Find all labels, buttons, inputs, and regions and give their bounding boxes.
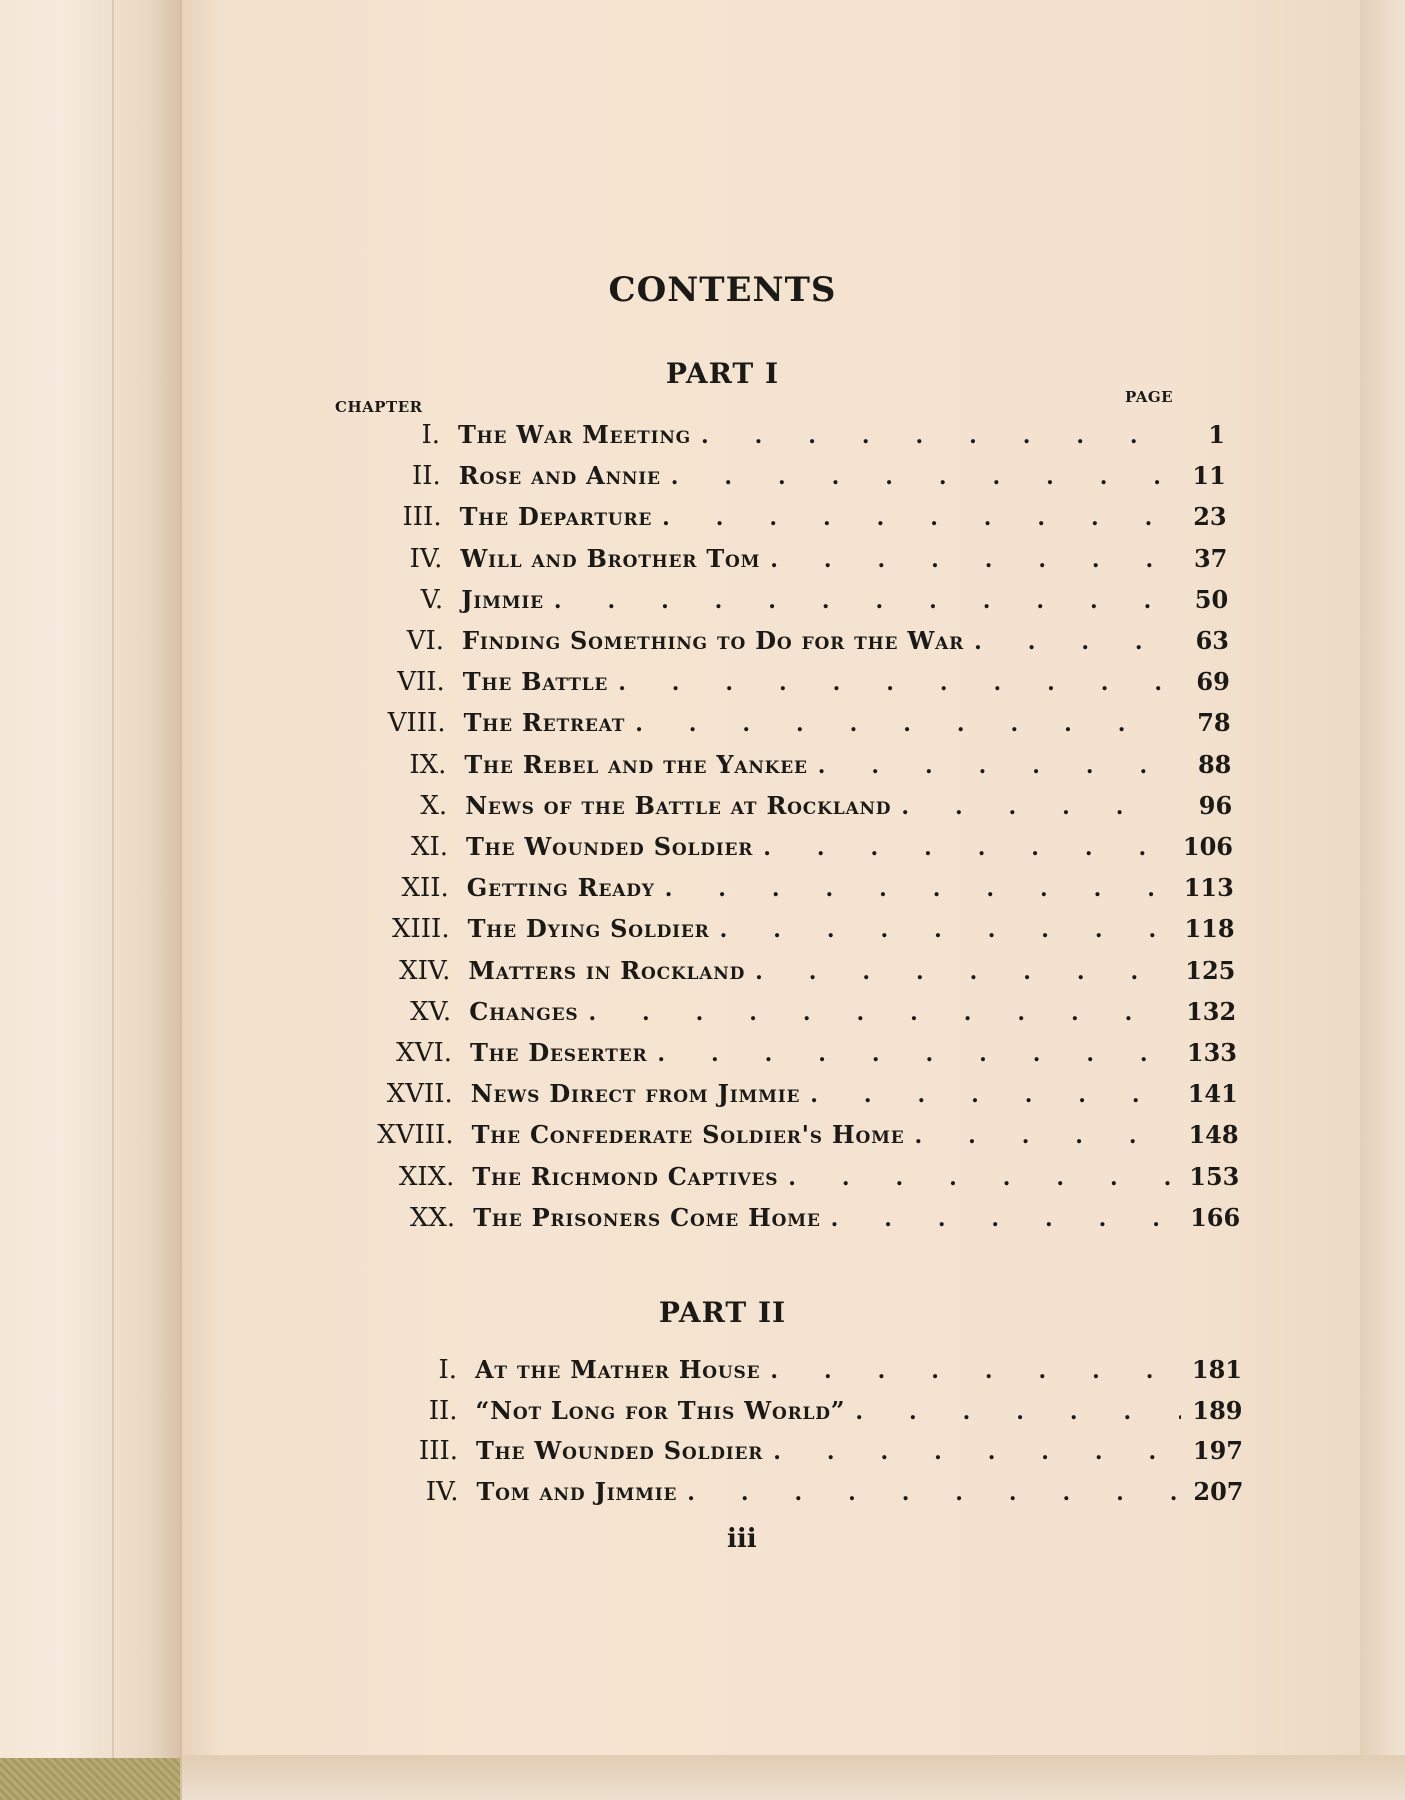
chapter-page: 37 bbox=[1193, 543, 1228, 573]
toc-entry bbox=[358, 1079, 1238, 1119]
dot-leader bbox=[800, 1082, 1176, 1108]
chapter-title: The Deserter bbox=[470, 1038, 648, 1067]
chapter-page: 181 bbox=[1191, 1355, 1242, 1384]
chapter-number: V. bbox=[420, 584, 444, 615]
chapter-title: The War Meeting bbox=[458, 420, 692, 449]
page-bottom-edge bbox=[182, 1755, 1405, 1800]
page-number: iii bbox=[727, 1524, 757, 1554]
chapter-title: The Battle bbox=[462, 667, 609, 697]
dot-leader bbox=[710, 917, 1173, 943]
toc-entry bbox=[349, 626, 1229, 666]
dot-leader bbox=[808, 753, 1170, 779]
chapter-page: 148 bbox=[1188, 1120, 1239, 1150]
chapter-number: VI. bbox=[406, 626, 444, 656]
chapter-page: 96 bbox=[1198, 790, 1233, 820]
toc-entry bbox=[359, 1120, 1239, 1160]
chapter-title: Will and Brother Tom bbox=[460, 543, 761, 573]
chapter-page: 141 bbox=[1187, 1079, 1238, 1109]
chapter-page: 133 bbox=[1186, 1038, 1237, 1067]
chapter-title: At the Mather House bbox=[475, 1355, 761, 1384]
chapter-number: IV. bbox=[425, 1476, 459, 1507]
dot-leader bbox=[608, 670, 1168, 696]
chapter-title: The Wounded Soldier bbox=[466, 832, 754, 861]
chapter-title: The Wounded Soldier bbox=[476, 1436, 764, 1465]
chapter-number: XV. bbox=[410, 996, 452, 1027]
chapter-title: The Prisoners Come Home bbox=[473, 1202, 821, 1232]
chapter-page: 189 bbox=[1192, 1395, 1243, 1425]
chapter-page: 88 bbox=[1197, 749, 1232, 779]
chapter-page: 11 bbox=[1192, 461, 1226, 491]
chapter-number: XX. bbox=[409, 1202, 456, 1233]
chapter-title: Jimmie bbox=[461, 584, 544, 614]
chapter-page: 125 bbox=[1185, 955, 1236, 985]
chapter-number: IV. bbox=[409, 543, 443, 574]
dot-leader bbox=[778, 1165, 1177, 1191]
toc-entry bbox=[351, 750, 1231, 790]
chapter-title: News of the Battle at Rockland bbox=[465, 790, 892, 820]
dot-leader bbox=[760, 547, 1165, 573]
chapter-title: The Richmond Captives bbox=[472, 1161, 779, 1191]
dot-leader bbox=[647, 1041, 1175, 1067]
dot-leader bbox=[544, 588, 1166, 614]
dot-leader bbox=[760, 1358, 1180, 1384]
chapter-title: The Rebel and the Yankee bbox=[464, 749, 808, 779]
toc-entry bbox=[354, 873, 1234, 913]
chapter-title: The Confederate Soldier's Home bbox=[471, 1120, 905, 1150]
chapter-page: 106 bbox=[1182, 832, 1233, 861]
dot-leader bbox=[652, 505, 1164, 531]
toc-entry bbox=[360, 1203, 1240, 1243]
chapter-page: 132 bbox=[1186, 996, 1237, 1026]
dot-leader bbox=[578, 1000, 1174, 1026]
chapter-title: The Dying Soldier bbox=[467, 914, 710, 944]
dot-leader bbox=[655, 876, 1172, 902]
chapter-page: 69 bbox=[1196, 667, 1230, 697]
dot-leader bbox=[691, 423, 1163, 449]
part1-heading: PART I bbox=[665, 357, 780, 390]
chapter-number: I. bbox=[438, 1355, 457, 1385]
chapter-title: Rose and Annie bbox=[458, 461, 661, 491]
chapter-page: 113 bbox=[1183, 873, 1234, 903]
chapter-number: I. bbox=[421, 420, 440, 450]
chapter-number: XIII. bbox=[392, 914, 450, 945]
chapter-page: 1 bbox=[1208, 420, 1225, 449]
chapter-number: II. bbox=[428, 1395, 458, 1426]
dot-leader bbox=[904, 1123, 1176, 1149]
chapter-number: IX. bbox=[409, 749, 447, 780]
chapter-number: X. bbox=[420, 790, 448, 821]
chapter-page: 118 bbox=[1184, 914, 1235, 944]
chapter-number: XVI. bbox=[396, 1038, 452, 1068]
chapter-number: XIX. bbox=[398, 1161, 455, 1192]
chapter-title: Changes bbox=[469, 996, 579, 1026]
toc-entry bbox=[356, 997, 1236, 1037]
dot-leader bbox=[677, 1480, 1181, 1506]
chapter-title: Getting Ready bbox=[466, 873, 655, 903]
chapter-number: VII. bbox=[397, 667, 445, 698]
chapter-column-label: CHAPTER bbox=[335, 398, 423, 416]
chapter-number: XII. bbox=[401, 873, 449, 904]
chapter-page: 153 bbox=[1189, 1161, 1240, 1191]
dot-leader bbox=[964, 629, 1167, 655]
dot-leader bbox=[821, 1206, 1179, 1232]
toc-entry bbox=[359, 1162, 1239, 1202]
chapter-page: 50 bbox=[1194, 584, 1229, 614]
toc-entry bbox=[346, 461, 1226, 501]
chapter-number: III. bbox=[402, 502, 442, 533]
page-title: CONTENTS bbox=[608, 270, 837, 310]
chapter-title: The Retreat bbox=[463, 708, 626, 738]
chapter-number: XVII. bbox=[386, 1079, 453, 1110]
toc-entry bbox=[347, 544, 1227, 584]
chapter-number: III. bbox=[418, 1436, 458, 1466]
toc-entry bbox=[351, 708, 1231, 748]
chapter-title: “Not Long for This World” bbox=[475, 1395, 846, 1425]
toc-entry bbox=[357, 1038, 1237, 1078]
chapter-page: 166 bbox=[1190, 1202, 1241, 1232]
toc-entry bbox=[348, 585, 1228, 625]
chapter-title: News Direct from Jimmie bbox=[470, 1079, 801, 1109]
toc-entry bbox=[364, 1477, 1244, 1517]
chapter-title: Tom and Jimmie bbox=[476, 1476, 678, 1506]
chapter-number: VIII. bbox=[387, 708, 446, 739]
chapter-page: 78 bbox=[1197, 708, 1231, 738]
chapter-page: 207 bbox=[1193, 1476, 1244, 1506]
dot-leader bbox=[763, 1439, 1181, 1465]
dot-leader bbox=[753, 835, 1171, 861]
toc-entry bbox=[350, 667, 1230, 707]
chapter-number: XIV. bbox=[399, 955, 451, 986]
chapter-page: 23 bbox=[1193, 502, 1227, 532]
chapter-title: The Departure bbox=[459, 502, 653, 532]
toc-entry bbox=[355, 956, 1235, 996]
toc-entry bbox=[345, 420, 1225, 460]
dot-leader bbox=[661, 464, 1164, 490]
toc-entry bbox=[347, 502, 1227, 542]
chapter-page: 63 bbox=[1195, 626, 1229, 655]
toc-entry bbox=[355, 914, 1235, 954]
chapter-title: Matters in Rockland bbox=[468, 955, 746, 985]
toc-entry bbox=[352, 791, 1232, 831]
dot-leader bbox=[845, 1399, 1180, 1425]
page-column-label: PAGE bbox=[1125, 388, 1174, 406]
dot-leader bbox=[625, 711, 1168, 737]
spine-cloth bbox=[0, 1758, 180, 1800]
chapter-number: XI. bbox=[410, 832, 448, 862]
chapter-title: Finding Something to Do for the War bbox=[462, 626, 965, 655]
toc-entry bbox=[362, 1355, 1242, 1395]
dot-leader bbox=[891, 794, 1170, 820]
toc-entry bbox=[363, 1436, 1243, 1476]
toc-entry bbox=[363, 1396, 1243, 1436]
chapter-number: II. bbox=[411, 461, 441, 492]
chapter-number: XVIII. bbox=[377, 1120, 454, 1151]
chapter-page: 197 bbox=[1192, 1436, 1243, 1465]
toc-entry bbox=[353, 832, 1233, 872]
part2-heading: PART II bbox=[658, 1296, 787, 1329]
dot-leader bbox=[745, 959, 1173, 985]
